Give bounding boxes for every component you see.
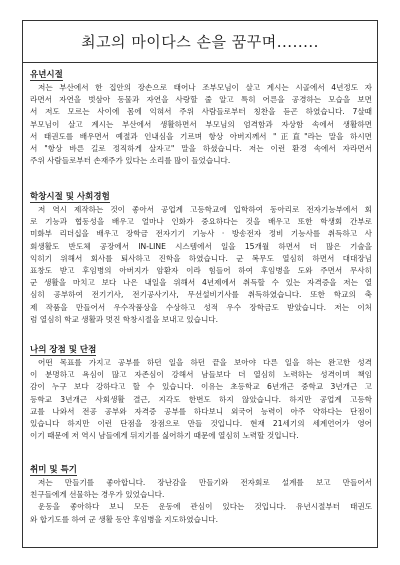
section-heading	[30, 463, 372, 477]
section-hobbies-skills	[30, 463, 372, 526]
text-line: 라면서 자연을 벗삼아 동물과 자연을 사랑할 줄 알고 특히 어른을 공경하는 모습을 보면	[30, 95, 372, 105]
text-line: 부모님이 살고 계시는 부산에서 생활하면서 부모님의 엄격함과 자상함 속에서 생활하면	[30, 119, 372, 129]
document-frame	[22, 20, 378, 548]
text-line: 등학교 3년개근 사회생활 결근, 지각도 한번도 하지 않았습니다. 하지만 공업계 고등학	[30, 394, 372, 404]
text-line: 주위 사람들로부터 손재주가 있다는 소리를 많이 들었습니다.	[30, 156, 231, 166]
text-line: 심히 공부하여 전기기사, 전기공사기사, 무선설비기사를 취득하였습니다. 또한 학교의 축	[30, 290, 372, 300]
text-line: 익히기 위해서 회사를 퇴사하고 진학을 하였습니다. 군 복무도 열심히 하면서 대대장님	[30, 253, 372, 263]
text-line: 저는 부산에서 한 집안의 장손으로 태어나 조부모님이 살고 계시는 시골에서 4년정도 자	[38, 83, 372, 92]
text-line: 운동을 좋아하다 보니 모든 운동에 관심이 있다는 것입니다. 유년시절부터 태권도	[38, 502, 372, 512]
text-line: 저 역시 제작하는 것이 좋아서 공업계 고등학교에 입학하여 동아리로 전자기능부에서 회	[38, 205, 372, 214]
section-heading-text: 학창시절 및 사회경험	[30, 192, 110, 202]
text-line: 서 저도 모르는 사이에 몸에 익혀서 주위 사람들로부터 칭찬을 듣곤 하였습니다. 7살때	[30, 107, 372, 117]
document-title: 최고의 마이다스 손을 꿈꾸며........	[23, 21, 377, 63]
text-line: 있습니다 하지만 이런 단점을 장점으로 만들 것입니다. 현재 21세기의 세계언어가 영어	[30, 418, 372, 428]
section-heading-text: 나의 장점 및 단점	[30, 345, 97, 355]
section-heading-text: 유년시절	[30, 70, 63, 80]
text-line: 이 분명하고 욕심이 많고 자존심이 강해서 남들보다 더 열심히 노력하는 성격이며 책임	[30, 370, 372, 380]
text-line: 친구들에게 선물하는 경우가 있었습니다.	[30, 490, 165, 500]
text-line: 감이 누구 보다 강하다고 할 수 있습니다. 이유는 초등학교 6년개근 중학교 3년개근 고	[30, 382, 372, 392]
text-line: 회생활도 반도체 공장에서 IN-LINE 시스템에서 일을 15개월 하면서 더 많은 기술을	[30, 241, 372, 251]
text-line: 제 작품을 만들어서 우수작품상을 수상하고 성적 우수 장학금도 받았습니다. 저는 이처	[30, 302, 372, 312]
text-line: 군 생활을 마치고 보다 나은 내일을 위해서 4년제에서 취득할 수 있는 자격증을 저는 열	[30, 278, 372, 288]
section-strengths-weaknesses	[30, 343, 372, 442]
text-line: 저는 만들기를 좋아합니다. 장난감을 만들기와 전자회로 설계를 보고 만들어서	[38, 478, 372, 487]
section-heading	[30, 190, 372, 204]
text-line: 로 기능과 협동성을 배우고 얼마나 인화가 중요하다는 것을 배우고 또한 학생회 간부로	[30, 217, 372, 227]
section-heading	[30, 68, 372, 82]
section-childhood	[30, 68, 372, 167]
text-line: 미화부 리더십을 배우고 장학금 전자기기 기능사 · 방송전자 정비 기능사를 취득하고 사	[30, 229, 372, 239]
text-line: 서 태권도를 배우면서 예절과 인내심을 기르며 항상 아버지께서 "正直"라는 말을 하시면	[30, 131, 372, 141]
text-line: 교를 나와서 전공 공부와 자격증 공부를 하다보니 외국어 능력이 아주 약하다는 단점이	[30, 406, 372, 416]
text-line: 럼 열심히 학교 생활과 멋진 학창시절을 보내고 있습니다.	[30, 314, 219, 324]
text-line: 서 "항상 바른 길로 정직하게 살자고" 말을 하셨습니다. 저는 이런 환경 속에서 자라면서	[30, 143, 372, 153]
section-heading-text: 취미 및 특기	[30, 465, 77, 475]
text-line: 어떤 목표를 가지고 공부를 하던 일을 하던 끝을 보아야 다른 일을 하는 완고한 성격	[38, 358, 372, 367]
section-school-and-work	[30, 190, 372, 326]
text-line: 와 합기도를 하여 군 생활 동안 후임병을 지도하였습니다.	[30, 514, 219, 524]
text-line: 표창도 받고 후임병의 아버지가 암환자 이라 힘들어 하여 후임병을 도와 주면서 무사히	[30, 265, 372, 275]
section-heading	[30, 343, 372, 357]
text-line: 이기 때문에 저 역시 남들에게 뒤지기를 싫어하기 때문에 열심히 노력할 것입니다.	[30, 431, 299, 441]
